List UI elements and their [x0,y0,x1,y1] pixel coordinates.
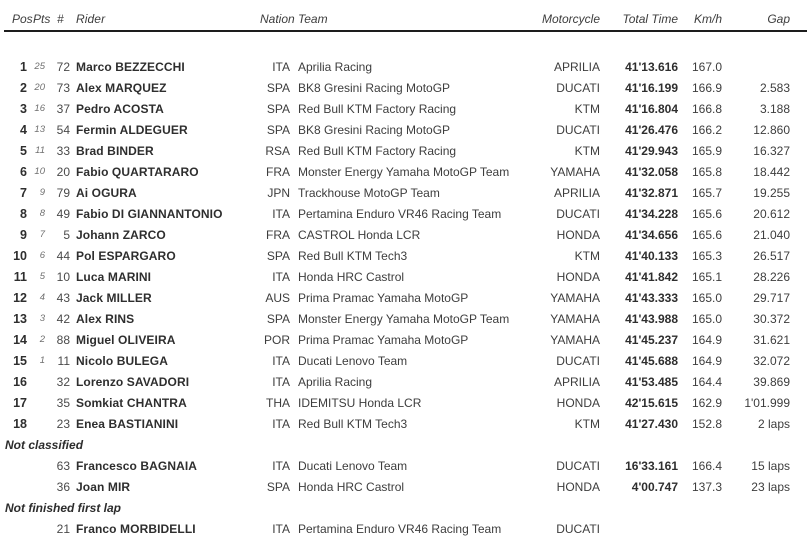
rider-name-cell: Luca MARINI [76,269,152,284]
gap-cell: 23 laps [751,479,790,494]
total-time-cell: 41'29.943 [625,143,678,158]
total-time-cell: 41'32.058 [625,164,678,179]
pts-cell: 20 [34,82,45,93]
rider-name-cell: Alex MARQUEZ [76,80,167,95]
table-row [0,77,811,98]
kmh-cell: 166.4 [691,458,722,473]
pts-cell: 13 [34,124,45,135]
total-time-cell: 41'45.237 [625,332,678,347]
column-header-pos: Pos [12,11,33,26]
nation-cell: SPA [266,479,290,494]
pos-cell: 12 [13,290,27,305]
table-row [0,161,811,182]
rider-number-cell: 42 [56,311,70,326]
pts-cell: 3 [39,313,45,324]
rider-name-cell: Fabio DI GIANNANTONIO [76,206,223,221]
total-time-cell: 41'27.430 [625,416,678,431]
team-cell: BK8 Gresini Racing MotoGP [298,80,451,95]
team-cell: Red Bull KTM Tech3 [298,416,408,431]
rider-name-cell: Miguel OLIVEIRA [76,332,176,347]
team-cell: Ducati Lenovo Team [298,458,408,473]
rider-name-cell: Brad BINDER [76,143,154,158]
total-time-cell: 41'34.228 [625,206,678,221]
table-row [0,308,811,329]
nation-cell: RSA [265,143,290,158]
kmh-cell: 164.9 [691,332,722,347]
column-header-team: Team [298,11,328,26]
rider-name-cell: Fermin ALDEGUER [76,122,188,137]
kmh-cell: 152.8 [691,416,722,431]
kmh-cell: 165.3 [691,248,722,263]
motorcycle-cell: DUCATI [556,521,600,536]
pos-cell: 4 [20,122,27,137]
pts-cell: 9 [39,187,45,198]
column-header-rider: Rider [76,11,106,26]
gap-cell: 32.072 [753,353,790,368]
pts-cell: 5 [39,271,45,282]
pts-cell: 1 [39,355,45,366]
rider-number-cell: 49 [56,206,70,221]
kmh-cell: 165.7 [691,185,722,200]
motorcycle-cell: DUCATI [556,80,600,95]
nation-cell: FRA [266,227,290,242]
gap-cell: 21.040 [753,227,790,242]
motorcycle-cell: YAMAHA [550,164,600,179]
rider-number-cell: 63 [56,458,70,473]
gap-cell: 39.869 [753,374,790,389]
pos-cell: 18 [13,416,27,431]
table-row [0,224,811,245]
gap-cell: 20.612 [753,206,790,221]
rider-number-cell: 73 [56,80,70,95]
gap-cell: 12.860 [753,122,790,137]
nation-cell: ITA [272,374,290,389]
team-cell: Trackhouse MotoGP Team [298,185,440,200]
pos-cell: 5 [20,143,27,158]
pts-cell: 10 [34,166,45,177]
classified-rows [0,56,811,434]
motorcycle-cell: APRILIA [553,59,600,74]
total-time-cell: 41'26.476 [625,122,678,137]
pos-cell: 11 [13,269,27,284]
rider-name-cell: Johann ZARCO [76,227,166,242]
total-time-cell: 41'45.688 [625,353,678,368]
kmh-cell: 165.6 [691,206,722,221]
table-row [0,56,811,77]
kmh-cell: 165.9 [691,143,722,158]
pts-cell: 16 [34,103,45,114]
kmh-cell: 165.6 [691,227,722,242]
rider-name-cell: Francesco BAGNAIA [76,458,198,473]
pts-cell: 4 [39,292,45,303]
kmh-cell: 167.0 [691,59,722,74]
gap-cell: 2 laps [757,416,790,431]
kmh-cell: 137.3 [691,479,722,494]
team-cell: IDEMITSU Honda LCR [298,395,422,410]
table-row [0,266,811,287]
motorcycle-cell: KTM [574,101,600,116]
table-row [0,140,811,161]
nation-cell: JPN [267,185,290,200]
team-cell: Ducati Lenovo Team [298,353,408,368]
nation-cell: ITA [272,59,290,74]
pos-cell: 15 [13,353,27,368]
nation-cell: ITA [272,269,290,284]
table-header [0,7,811,30]
motorcycle-cell: YAMAHA [550,332,600,347]
pos-cell: 9 [20,227,27,242]
team-cell: Aprilia Racing [298,374,373,389]
team-cell: Prima Pramac Yamaha MotoGP [298,332,469,347]
column-header-total-time: Total Time [622,11,678,26]
rider-number-cell: 54 [56,122,70,137]
pos-cell: 3 [20,101,27,116]
table-row [0,329,811,350]
rider-name-cell: Lorenzo SAVADORI [76,374,190,389]
column-header-number: # [57,11,64,26]
kmh-cell: 165.0 [691,311,722,326]
pos-cell: 14 [13,332,27,347]
kmh-cell: 166.2 [691,122,722,137]
rider-number-cell: 33 [56,143,70,158]
motorcycle-cell: APRILIA [553,185,600,200]
rider-name-cell: Alex RINS [76,311,135,326]
nation-cell: SPA [266,80,290,95]
table-row [0,119,811,140]
pos-cell: 13 [13,311,27,326]
pts-cell: 6 [39,250,45,261]
motorcycle-cell: DUCATI [556,206,600,221]
kmh-cell: 166.8 [691,101,722,116]
rider-number-cell: 72 [56,59,70,74]
rider-name-cell: Jack MILLER [76,290,152,305]
rider-number-cell: 37 [56,101,70,116]
pos-cell: 6 [20,164,27,179]
team-cell: BK8 Gresini Racing MotoGP [298,122,451,137]
total-time-cell: 41'40.133 [625,248,678,263]
team-cell: Aprilia Racing [298,59,373,74]
rider-name-cell: Nicolo BULEGA [76,353,168,368]
rider-number-cell: 79 [56,185,70,200]
nation-cell: SPA [266,122,290,137]
total-time-cell: 41'16.804 [625,101,678,116]
motorcycle-cell: YAMAHA [550,290,600,305]
team-cell: Pertamina Enduro VR46 Racing Team [298,206,502,221]
nation-cell: ITA [272,521,290,536]
kmh-cell: 166.9 [691,80,722,95]
gap-cell: 2.583 [759,80,790,95]
pts-cell: 8 [39,208,45,219]
column-header-nation: Nation [260,11,295,26]
team-cell: Prima Pramac Yamaha MotoGP [298,290,469,305]
rider-name-cell: Joan MIR [76,479,131,494]
team-cell: Red Bull KTM Factory Racing [298,143,457,158]
table-row [0,287,811,308]
gap-cell: 18.442 [753,164,790,179]
motorcycle-cell: KTM [574,248,600,263]
total-time-cell: 41'13.616 [625,59,678,74]
rider-number-cell: 88 [56,332,70,347]
pts-cell: 2 [39,334,45,345]
motorcycle-cell: KTM [574,143,600,158]
table-row [0,371,811,392]
rider-name-cell: Franco MORBIDELLI [76,521,196,536]
motorcycle-cell: KTM [574,416,600,431]
kmh-cell: 165.1 [691,269,722,284]
rider-name-cell: Somkiat CHANTRA [76,395,187,410]
nation-cell: THA [266,395,290,410]
column-header-kmh: Km/h [693,11,722,26]
team-cell: Pertamina Enduro VR46 Racing Team [298,521,502,536]
total-time-cell: 42'15.615 [625,395,678,410]
gap-cell: 15 laps [751,458,790,473]
nation-cell: ITA [272,353,290,368]
total-time-cell: 41'16.199 [625,80,678,95]
pts-cell: 25 [34,61,45,72]
motorcycle-cell: DUCATI [556,458,600,473]
motorcycle-cell: HONDA [556,269,600,284]
rider-name-cell: Ai OGURA [76,185,137,200]
motorcycle-cell: HONDA [556,395,600,410]
total-time-cell: 41'43.333 [625,290,678,305]
table-row [0,413,811,434]
motorcycle-cell: APRILIA [553,374,600,389]
table-row [0,350,811,371]
gap-cell: 16.327 [753,143,790,158]
gap-cell: 29.717 [753,290,790,305]
table-row [0,392,811,413]
rider-name-cell: Pol ESPARGARO [76,248,176,263]
gap-cell: 3.188 [759,101,790,116]
gap-cell: 19.255 [753,185,790,200]
pos-cell: 16 [13,374,27,389]
gap-cell: 1'01.999 [744,395,790,410]
table-row [0,245,811,266]
motorcycle-cell: YAMAHA [550,311,600,326]
kmh-cell: 165.8 [691,164,722,179]
gap-cell: 31.621 [753,332,790,347]
kmh-cell: 165.0 [691,290,722,305]
nation-cell: SPA [266,248,290,263]
total-time-cell: 41'43.988 [625,311,678,326]
rider-number-cell: 35 [56,395,70,410]
total-time-cell: 41'34.656 [625,227,678,242]
team-cell: Monster Energy Yamaha MotoGP Team [298,311,510,326]
motorcycle-cell: DUCATI [556,122,600,137]
team-cell: Honda HRC Castrol [298,269,405,284]
rider-number-cell: 36 [56,479,70,494]
kmh-cell: 164.4 [691,374,722,389]
total-time-cell: 41'41.842 [625,269,678,284]
column-header-gap: Gap [767,11,790,26]
pts-cell: 11 [35,145,45,156]
total-time-cell: 41'32.871 [625,185,678,200]
nation-cell: ITA [272,416,290,431]
nation-cell: SPA [266,311,290,326]
motorcycle-cell: HONDA [556,479,600,494]
rider-number-cell: 5 [63,227,70,242]
gap-cell: 26.517 [753,248,790,263]
nation-cell: FRA [266,164,290,179]
rider-number-cell: 21 [56,521,70,536]
total-time-cell: 41'53.485 [625,374,678,389]
nation-cell: ITA [272,206,290,221]
pos-cell: 1 [20,59,27,74]
table-row [0,518,811,537]
table-row [0,476,811,497]
rider-name-cell: Fabio QUARTARARO [76,164,199,179]
rider-number-cell: 23 [56,416,70,431]
team-cell: Honda HRC Castrol [298,479,405,494]
rider-name-cell: Pedro ACOSTA [76,101,164,116]
motorcycle-cell: HONDA [556,227,600,242]
nation-cell: AUS [265,290,290,305]
pos-cell: 8 [20,206,27,221]
rider-name-cell: Marco BEZZECCHI [76,59,185,74]
gap-cell: 28.226 [753,269,790,284]
section-label: Not classified [5,437,84,452]
header-spacer [0,32,811,56]
motorcycle-cell: DUCATI [556,353,600,368]
team-cell: Red Bull KTM Tech3 [298,248,408,263]
rider-number-cell: 10 [56,269,70,284]
pos-cell: 2 [20,80,27,95]
nation-cell: POR [263,332,290,347]
section-label: Not finished first lap [5,500,122,515]
total-time-cell: 4'00.747 [631,479,678,494]
pos-cell: 10 [13,248,27,263]
team-cell: CASTROL Honda LCR [298,227,421,242]
gap-cell: 30.372 [753,311,790,326]
rider-number-cell: 32 [56,374,70,389]
rider-number-cell: 44 [56,248,70,263]
total-time-cell: 16'33.161 [625,458,678,473]
pos-cell: 7 [20,185,27,200]
pos-cell: 17 [13,395,27,410]
rider-number-cell: 20 [56,164,70,179]
team-cell: Red Bull KTM Factory Racing [298,101,457,116]
rider-number-cell: 11 [57,353,70,368]
rider-name-cell: Enea BASTIANINI [76,416,179,431]
nation-cell: ITA [272,458,290,473]
table-row [0,203,811,224]
kmh-cell: 162.9 [691,395,722,410]
kmh-cell: 164.9 [691,353,722,368]
table-row [0,455,811,476]
column-header-pts: Pts [33,11,51,26]
result-sections [0,434,811,537]
pts-cell: 7 [39,229,45,240]
team-cell: Monster Energy Yamaha MotoGP Team [298,164,510,179]
table-row [0,182,811,203]
rider-number-cell: 43 [56,290,70,305]
table-row [0,98,811,119]
column-header-motorcycle: Motorcycle [541,11,600,26]
nation-cell: SPA [266,101,290,116]
